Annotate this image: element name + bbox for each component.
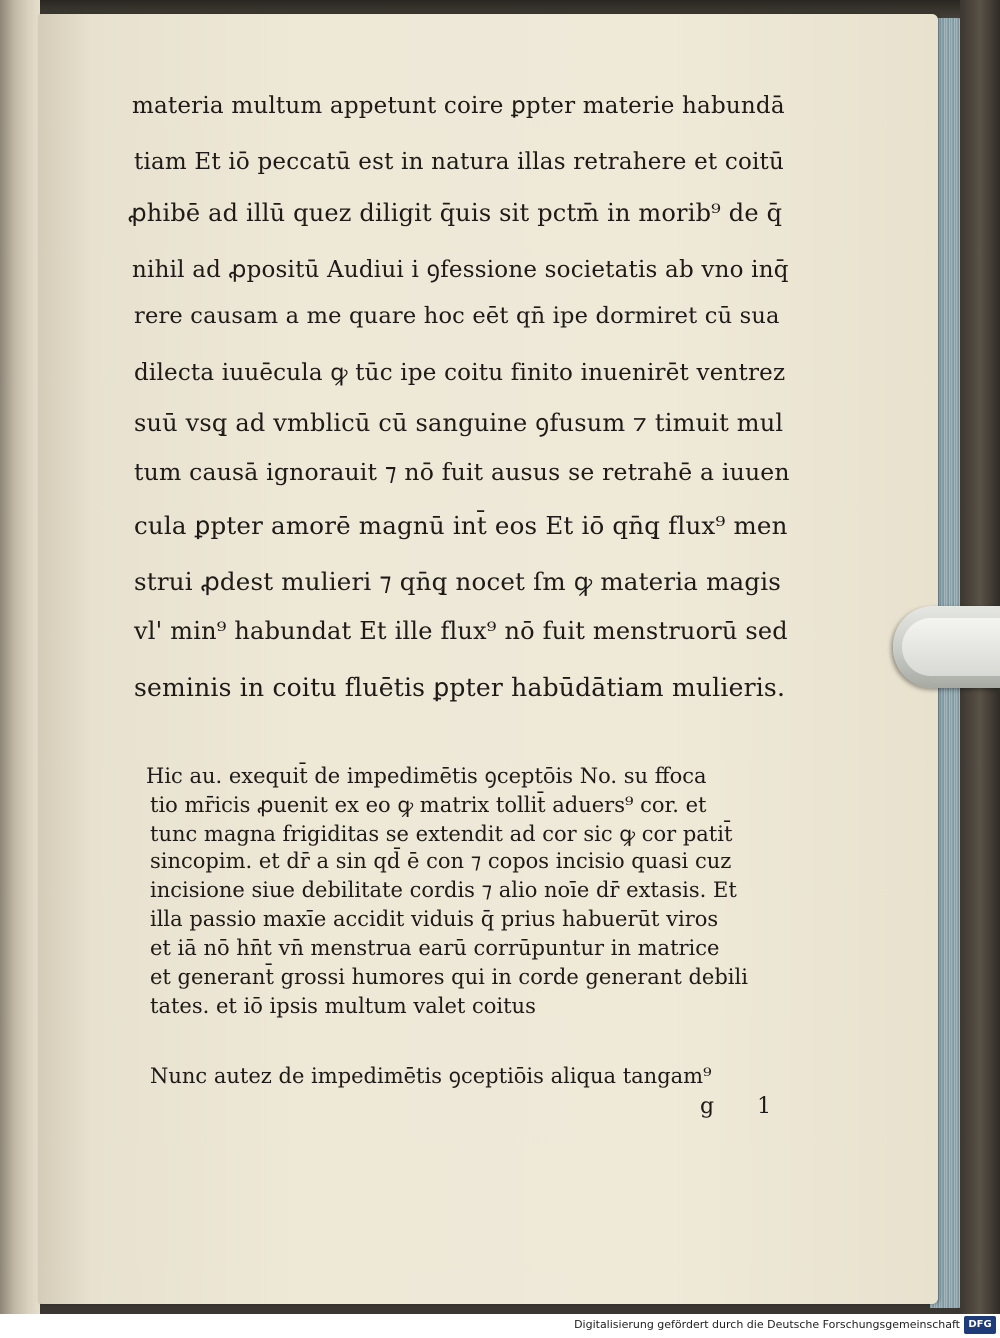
closing-line: Nunc autez de impedimētis ꝯceptiōis aliqua tangam⁹ — [150, 1064, 712, 1088]
text-line: et generant̄ grossi humores qui in corde generant debili — [150, 965, 748, 989]
text-line: materia multum appetunt coire ꝑpter materie habundā — [132, 93, 785, 119]
text-line: tiam Et iō peccatū est in natura illas retrahere et coitū — [134, 149, 785, 175]
text-line: illa passio maxīe accidit viduis q̄ prius habuerūt viros — [150, 907, 719, 931]
text-line: cula ꝑpter amorē magnū int̄ eos Et iō qn̄q̧ flux⁹ men — [134, 511, 788, 540]
signature-mark: g 1 — [700, 1094, 790, 1119]
text-line: sincopim. et dr̄ a sin qd̄ ē con ⁊ copos incisio quasi cuz — [150, 849, 732, 873]
text-line: Hic au. exequit̄ de impedimētis ꝯceptōis No. su ffoca — [146, 764, 707, 788]
text-line: rere causam a me quare hoc eēt qn̄ ipe dormiret cū sua — [134, 303, 780, 329]
text-line: tio mr̄icis ꝓuenit ex eo ꝙ matrix tollit̄ aduers⁹ cor. et — [150, 793, 707, 817]
text-line: nihil ad ꝓpositū Audiui i ꝯfessione societatis ab vno inq̄ — [132, 257, 789, 283]
text-line: et iā nō hn̄t vn̄ menstrua earū corrūpuntur in matrice — [150, 936, 720, 960]
footer-bar — [0, 1314, 1000, 1338]
footer-credit: Digitalisierung gefördert durch die Deutsche Forschungsgemeinschaft — [574, 1318, 960, 1331]
text-line: incisione siue debilitate cordis ⁊ alio noīe dr̄ extasis. Et — [150, 878, 737, 902]
text-line: suū vsq̧ ad vmblicū cū sanguine ꝯfusum ⁊ timuit mul — [134, 409, 784, 437]
text-line: tum causā ignorauit ⁊ nō fuit ausus se retrahē a iuuen — [134, 458, 790, 486]
text-line: vl' min⁹ habundat Et ille flux⁹ nō fuit menstruorū sed — [134, 617, 788, 645]
dfg-logo: DFG — [964, 1316, 996, 1334]
text-line: dilecta iuuēcula ꝙ tūc ipe coitu finito inuenirēt ventrez — [134, 360, 786, 386]
text-line: tunc magna frigiditas se extendit ad cor sic ꝙ cor patit̄ — [150, 822, 733, 846]
text-line: strui ꝓdest mulieri ⁊ qn̄q̧ nocet ſm ꝙ materia magis — [134, 567, 782, 596]
page-clip-highlight — [902, 618, 1000, 676]
text-line: tates. et iō ipsis multum valet coitus — [150, 994, 536, 1018]
text-line: seminis in coitu fluētis ꝑpter habūdātiam mulieris. — [134, 673, 786, 702]
text-line: ꝓhibē ad illū quez diligit q̄uis sit pctm̄ in morib⁹ de q̄ — [128, 199, 783, 227]
left-page-edge — [0, 0, 40, 1314]
